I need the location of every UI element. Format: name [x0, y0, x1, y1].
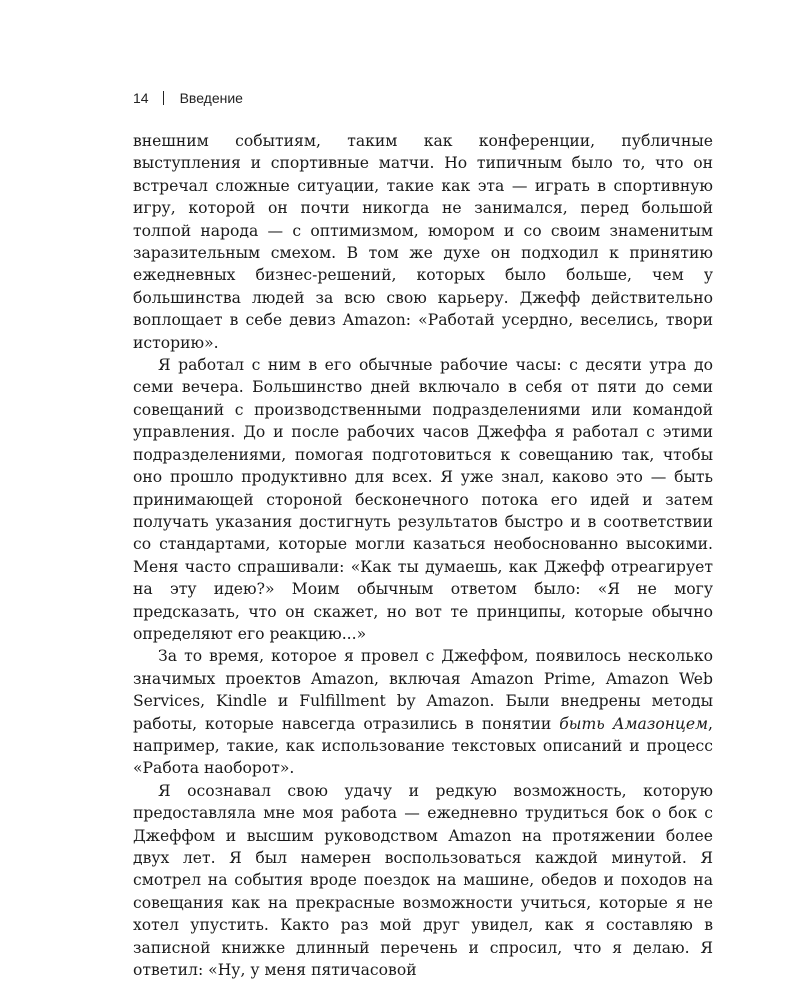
body-text [133, 130, 713, 981]
paragraph-3 [133, 645, 713, 779]
paragraph-4: Я осознавал свою удачу и редкую возможность, которую предоставляла мне моя работа — ежедневно трудиться бок о бок с Джеффом и высшим руководством Amazon на протяжении более двух лет. Я был намерен воспользоваться каждой минутой. Я смотрел на события вроде поездок на машине, обедов и походов на совещания как на прекрасные возможности учиться, которые я не хотел упустить. Както раз мой друг увидел, как я составляю в записной книжке длинный перечень и спросил, что я делаю. Я ответил: «Ну, у меня пятичасовой [133, 781, 713, 980]
section-title: Введение [179, 90, 243, 106]
page-number: 14 [133, 90, 149, 106]
paragraph-3-text-after: , например, такие, как использование текстовых описаний и процесс «Работа наоборот». [133, 714, 713, 778]
header-divider [163, 91, 164, 105]
paragraph-2: Я работал с ним в его обычные рабочие часы: с десяти утра до семи вечера. Большинство дней включало в себя от пяти до семи совещаний с производственными подразделениями или командой управления. До и после рабочих часов Джеффа я работал с этими подразделениями, помогая подготовиться к совещанию так, чтобы оно прошло продуктивно для всех. Я уже знал, каково это — быть принимающей стороной бесконечного потока его идей и затем получать указания достигнуть результатов быстро и в соответствии со стандартами, которые могли казаться необоснованно высокими. Меня часто спрашивали: «Как ты думаешь, как Джефф отреагирует на эту идею?» Моим обычным ответом было: «Я не могу предсказать, что он скажет, но вот те принципы, которые обычно определяют его реакцию...» [133, 356, 713, 643]
paragraph-3-emphasis: быть Амазонцем [559, 714, 709, 733]
paragraph-3-text-before: За то время, которое я провел с Джеффом, появилось несколько значимых проектов Amazon, включая Amazon Prime, Amazon Web Services, Kindle и Fulfillment by Amazon. Были внедрены методы работы, которые навсегда отразились в понятии [133, 647, 713, 733]
running-header [133, 90, 243, 106]
paragraph-1: внешним событиям, таким как конференции, публичные выступления и спортивные матчи. Но типичным было то, что он встречал сложные ситуации, такие как эта — играть в спортивную игру, которой он почти никогда не занимался, перед большой толпой народа — с оптимизмом, юмором и со своим знаменитым заразительным смехом. В том же духе он подходил к принятию ежедневных бизнес-решений, которых было больше, чем у большинства людей за всю свою карьеру. Джефф действительно воплощает в себе девиз Amazon: «Работай усердно, веселись, твори историю». [133, 132, 713, 352]
